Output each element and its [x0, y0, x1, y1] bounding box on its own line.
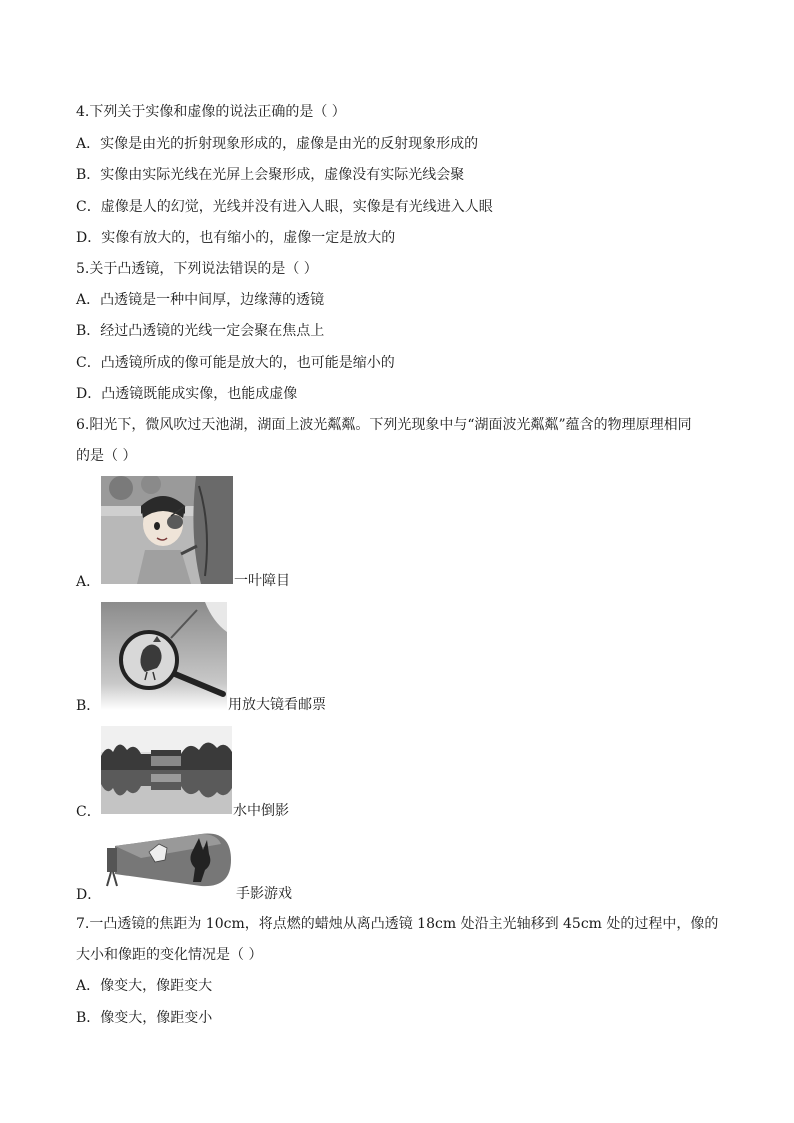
- q6-option-c-caption: 水中倒影: [233, 803, 289, 819]
- water-reflection-image: [101, 726, 232, 814]
- q6-option-b-letter: B．: [76, 698, 101, 714]
- q4-stem: 4.下列关于实像和虚像的说法正确的是（ ）: [76, 104, 346, 120]
- q7-stem-line2: 大小和像距的变化情况是（ ）: [76, 947, 263, 963]
- q6-option-d-letter: D．: [76, 887, 102, 903]
- magnifier-stamp-image: [101, 602, 227, 710]
- q5-option-a: A．凸透镜是一种中间厚，边缘薄的透镜: [76, 292, 325, 308]
- q7-stem-line1: 7.一凸透镜的焦距为 10cm，将点燃的蜡烛从离凸透镜 18cm 处沿主光轴移到 45cm 处的过程中，像的: [76, 916, 719, 932]
- q5-option-b: B．经过凸透镜的光线一定会聚在焦点上: [76, 323, 325, 339]
- q5-option-d: D．凸透镜既能成实像，也能成虚像: [76, 386, 298, 402]
- q4-option-a: A．实像是由光的折射现象形成的，虚像是由光的反射现象形成的: [76, 136, 479, 152]
- q5-option-c: C．凸透镜所成的像可能是放大的，也可能是缩小的: [76, 355, 395, 371]
- q6-option-c-letter: C．: [76, 804, 101, 820]
- q4-option-d: D．实像有放大的，也有缩小的，虚像一定是放大的: [76, 230, 396, 246]
- q6-stem-line1: 6.阳光下，微风吹过天池湖，湖面上波光粼粼。下列光现象中与“湖面波光粼粼”蕴含的物理原理相同: [76, 417, 692, 433]
- q6-option-d-caption: 手影游戏: [236, 886, 292, 902]
- q7-option-a: A．像变大，像距变大: [76, 978, 213, 994]
- q4-option-c: C．虚像是人的幻觉，光线并没有进入人眼，实像是有光线进入人眼: [76, 199, 493, 215]
- leaf-blocking-eye-image: [101, 476, 233, 584]
- q6-stem-line2: 的是（ ）: [76, 448, 137, 464]
- q4-option-b: B．实像由实际光线在光屏上会聚形成，虚像没有实际光线会聚: [76, 167, 465, 183]
- q6-option-a-caption: 一叶障目: [234, 573, 290, 589]
- q7-option-b: B．像变大，像距变小: [76, 1010, 213, 1026]
- q6-option-b-caption: 用放大镜看邮票: [228, 697, 326, 713]
- q6-option-a-letter: A．: [76, 574, 101, 590]
- hand-shadow-image: [101, 830, 235, 890]
- q5-stem: 5.关于凸透镜，下列说法错误的是（ ）: [76, 261, 318, 277]
